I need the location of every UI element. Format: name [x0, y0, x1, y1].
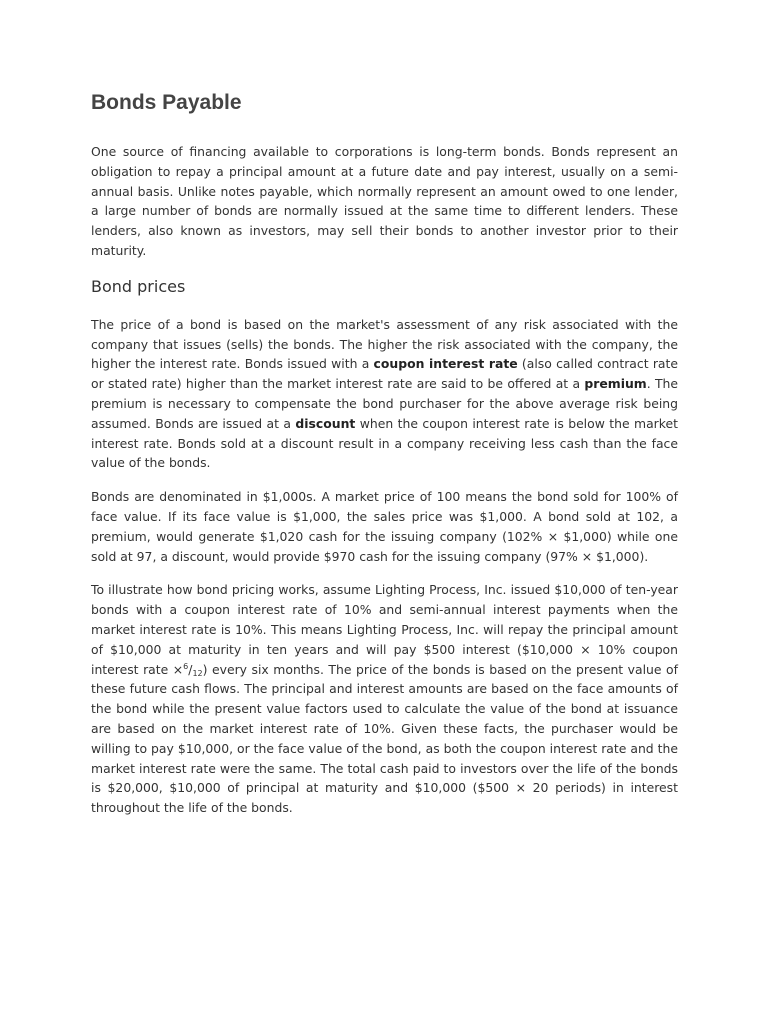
- text-span: The price of a bond is based on the market's assessment of any risk associated with the company that issues (sells) the bonds. The higher the risk associated with the company, the higher the interest rate. Bonds issued with a: [91, 316, 678, 372]
- document-page: [91, 88, 678, 832]
- fraction-six-twelfths: [183, 662, 202, 677]
- fraction-denominator: 12: [192, 668, 203, 678]
- text-span: (also called contract rate or stated rate) higher than the market interest rate are said to be offered at a: [91, 356, 678, 392]
- page-title: Bonds Payable: [91, 91, 242, 114]
- term-discount: discount: [295, 415, 356, 431]
- illustration-paragraph: [91, 580, 678, 818]
- section-heading-bond-prices: Bond prices: [91, 276, 186, 296]
- term-premium: premium: [584, 376, 647, 392]
- bond-prices-paragraph: [91, 315, 678, 473]
- intro-paragraph: One source of financing available to corporations is long-term bonds. Bonds represent an obligation to repay a principal amount at a future date and pay interest, usually on a semi-annual basis. Unlike notes payable, which normally represent an amount owed to one lender, a large number of bonds are normally issued at the same time to different lenders. These lenders, also known as investors, may sell their bonds to another investor prior to their maturity.: [91, 144, 678, 258]
- text-span: . The premium is necessary to compensate the bond purchaser for the above average risk being assumed. Bonds are issued at a: [91, 376, 678, 431]
- text-span: ) every six months. The price of the bonds is based on the present value of these future cash flows. The principal and interest amounts are based on the face amounts of the bond while the present value factors used to calculate the value of the bond at issuance are based on the market interest rate of 10%. Given these facts, the purchaser would be willing to pay $10,000, or the face value of the bond, as both the coupon interest rate and the market interest rate were the same. The total cash paid to investors over the life of the bonds is $20,000, $10,000 of principal at maturity and $10,000 ($500 × 20 periods) in interest throughout the life of the bonds.: [91, 661, 678, 816]
- denomination-paragraph: Bonds are denominated in $1,000s. A market price of 100 means the bond sold for 100% of face value. If its face value is $1,000, the sales price was $1,000. A bond sold at 102, a premium, would generate $1,020 cash for the issuing company (102% × $1,000) while one sold at 97, a discount, would provide $970 cash for the issuing company (97% × $1,000).: [91, 489, 678, 564]
- fraction-numerator: 6: [183, 661, 189, 671]
- text-span: when the coupon interest rate is below the market interest rate. Bonds sold at a discount result in a company receiving less cash than the face value of the bonds.: [91, 415, 678, 471]
- term-coupon-interest-rate: coupon interest rate: [373, 356, 518, 372]
- text-span: To illustrate how bond pricing works, assume Lighting Process, Inc. issued $10,000 of ten-year bonds with a coupon interest rate of 10% and semi-annual interest payments when the market interest rate is 10%. This means Lighting Process, Inc. will repay the principal amount of $10,000 at maturity in ten years and will pay $500 interest ($10,000 × 10% coupon interest rate ×: [91, 582, 678, 677]
- fraction-slash: /: [188, 661, 193, 677]
